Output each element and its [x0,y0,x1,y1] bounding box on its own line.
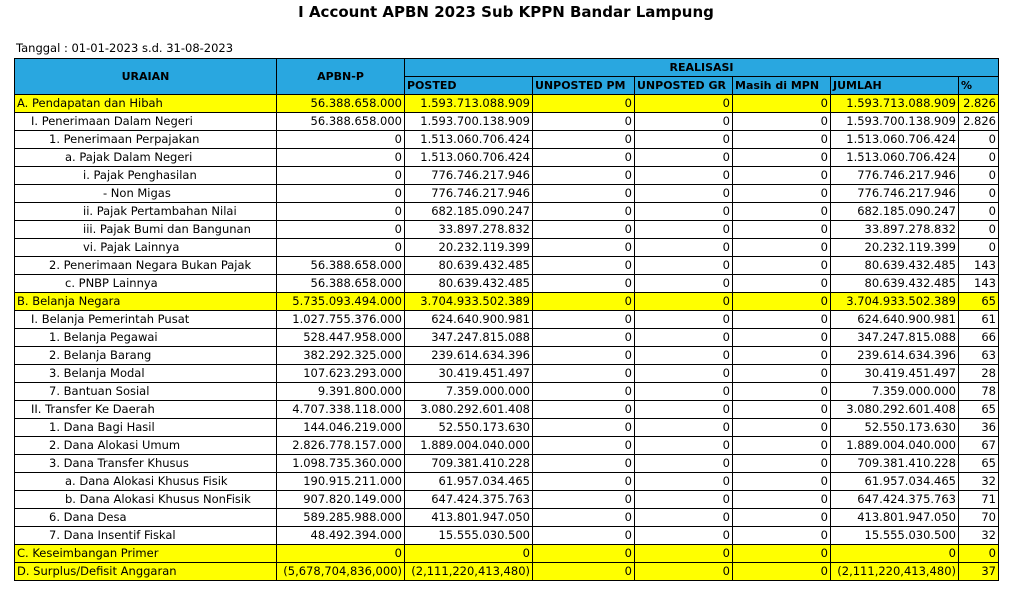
cell-posted: 3.704.933.502.389 [405,293,533,311]
cell-jumlah: 682.185.090.247 [831,203,959,221]
cell-unposted-pm: 0 [533,203,635,221]
cell-uraian: ii. Pajak Pertambahan Nilai [15,203,277,221]
cell-unposted-pm: 0 [533,167,635,185]
table-row [15,239,999,257]
cell-jumlah: 52.550.173.630 [831,419,959,437]
cell-apbn: 56.388.658.000 [277,257,405,275]
cell-pct: 71 [959,491,999,509]
cell-pct: 0 [959,185,999,203]
cell-pct: 37 [959,563,999,581]
cell-unposted-gr: 0 [635,275,733,293]
cell-masih-mpn: 0 [733,419,831,437]
date-range: Tanggal : 01-01-2023 s.d. 31-08-2023 [16,41,234,55]
cell-jumlah: 624.640.900.981 [831,311,959,329]
table-row [15,491,999,509]
table-row [15,203,999,221]
cell-posted: 30.419.451.497 [405,365,533,383]
cell-apbn: 1.098.735.360.000 [277,455,405,473]
cell-posted: 3.080.292.601.408 [405,401,533,419]
cell-uraian: 2. Belanja Barang [15,347,277,365]
cell-pct: 0 [959,167,999,185]
cell-uraian: 3. Dana Transfer Khusus [15,455,277,473]
cell-jumlah: 3.704.933.502.389 [831,293,959,311]
cell-unposted-gr: 0 [635,149,733,167]
cell-masih-mpn: 0 [733,257,831,275]
cell-pct: 0 [959,203,999,221]
cell-masih-mpn: 0 [733,149,831,167]
cell-pct: 0 [959,221,999,239]
cell-masih-mpn: 0 [733,527,831,545]
cell-unposted-gr: 0 [635,257,733,275]
table-row [15,149,999,167]
cell-jumlah: 30.419.451.497 [831,365,959,383]
cell-posted: 15.555.030.500 [405,527,533,545]
cell-jumlah: 33.897.278.832 [831,221,959,239]
cell-unposted-pm: 0 [533,455,635,473]
cell-masih-mpn: 0 [733,563,831,581]
cell-jumlah: 1.593.700.138.909 [831,113,959,131]
cell-unposted-pm: 0 [533,563,635,581]
cell-posted: 624.640.900.981 [405,311,533,329]
cell-jumlah: 239.614.634.396 [831,347,959,365]
cell-posted: (2,111,220,413,480) [405,563,533,581]
cell-pct: 32 [959,473,999,491]
apbn-table [14,58,999,581]
cell-masih-mpn: 0 [733,131,831,149]
table-row [15,275,999,293]
cell-unposted-gr: 0 [635,527,733,545]
header-masih-mpn: Masih di MPN [733,77,831,95]
cell-masih-mpn: 0 [733,545,831,563]
table-row [15,329,999,347]
cell-masih-mpn: 0 [733,401,831,419]
cell-jumlah: 0 [831,545,959,563]
table-row [15,563,999,581]
cell-unposted-pm: 0 [533,257,635,275]
cell-apbn: 382.292.325.000 [277,347,405,365]
cell-unposted-pm: 0 [533,437,635,455]
table-row [15,257,999,275]
cell-jumlah: 1.513.060.706.424 [831,131,959,149]
cell-unposted-pm: 0 [533,545,635,563]
header-pct: % [959,77,999,95]
cell-unposted-pm: 0 [533,95,635,113]
cell-apbn: 107.623.293.000 [277,365,405,383]
cell-uraian: I. Penerimaan Dalam Negeri [15,113,277,131]
cell-posted: 1.593.713.088.909 [405,95,533,113]
cell-unposted-gr: 0 [635,113,733,131]
cell-pct: 2.826 [959,113,999,131]
cell-unposted-gr: 0 [635,221,733,239]
cell-pct: 63 [959,347,999,365]
cell-masih-mpn: 0 [733,455,831,473]
cell-posted: 61.957.034.465 [405,473,533,491]
cell-posted: 1.513.060.706.424 [405,131,533,149]
cell-unposted-gr: 0 [635,167,733,185]
cell-apbn: 0 [277,239,405,257]
table-row [15,419,999,437]
header-uraian: URAIAN [15,59,277,95]
cell-apbn: 0 [277,545,405,563]
cell-masih-mpn: 0 [733,383,831,401]
header-realisasi: REALISASI [405,59,999,77]
cell-apbn: 0 [277,149,405,167]
cell-posted: 7.359.000.000 [405,383,533,401]
cell-posted: 1.593.700.138.909 [405,113,533,131]
cell-unposted-pm: 0 [533,311,635,329]
cell-unposted-gr: 0 [635,347,733,365]
cell-apbn: 0 [277,203,405,221]
cell-unposted-gr: 0 [635,401,733,419]
cell-apbn: (5,678,704,836,000) [277,563,405,581]
cell-masih-mpn: 0 [733,347,831,365]
cell-posted: 647.424.375.763 [405,491,533,509]
cell-unposted-gr: 0 [635,545,733,563]
cell-unposted-pm: 0 [533,365,635,383]
cell-pct: 66 [959,329,999,347]
cell-pct: 65 [959,293,999,311]
cell-apbn: 190.915.211.000 [277,473,405,491]
table-row [15,401,999,419]
table-row [15,509,999,527]
cell-pct: 67 [959,437,999,455]
cell-posted: 776.746.217.946 [405,167,533,185]
cell-jumlah: (2,111,220,413,480) [831,563,959,581]
header-unposted-gr: UNPOSTED GR [635,77,733,95]
cell-unposted-gr: 0 [635,365,733,383]
cell-apbn: 907.820.149.000 [277,491,405,509]
cell-posted: 80.639.432.485 [405,275,533,293]
table-row [15,545,999,563]
cell-masih-mpn: 0 [733,275,831,293]
cell-unposted-gr: 0 [635,311,733,329]
cell-pct: 0 [959,239,999,257]
cell-pct: 0 [959,131,999,149]
cell-jumlah: 7.359.000.000 [831,383,959,401]
cell-masih-mpn: 0 [733,293,831,311]
table-row [15,167,999,185]
cell-posted: 0 [405,545,533,563]
cell-pct: 78 [959,383,999,401]
table-row [15,113,999,131]
cell-uraian: 7. Bantuan Sosial [15,383,277,401]
header-apbn: APBN-P [277,59,405,95]
cell-unposted-pm: 0 [533,509,635,527]
cell-masih-mpn: 0 [733,113,831,131]
cell-unposted-gr: 0 [635,563,733,581]
cell-unposted-pm: 0 [533,329,635,347]
cell-pct: 36 [959,419,999,437]
cell-masih-mpn: 0 [733,473,831,491]
cell-apbn: 5.735.093.494.000 [277,293,405,311]
cell-jumlah: 1.593.713.088.909 [831,95,959,113]
cell-pct: 143 [959,275,999,293]
cell-unposted-gr: 0 [635,329,733,347]
cell-jumlah: 80.639.432.485 [831,257,959,275]
cell-unposted-gr: 0 [635,131,733,149]
cell-jumlah: 20.232.119.399 [831,239,959,257]
cell-unposted-gr: 0 [635,509,733,527]
table-row [15,185,999,203]
cell-unposted-gr: 0 [635,239,733,257]
cell-uraian: II. Transfer Ke Daerah [15,401,277,419]
cell-pct: 0 [959,545,999,563]
cell-uraian: 1. Belanja Pegawai [15,329,277,347]
cell-unposted-pm: 0 [533,113,635,131]
cell-uraian: i. Pajak Penghasilan [15,167,277,185]
cell-apbn: 0 [277,221,405,239]
cell-pct: 0 [959,149,999,167]
cell-unposted-gr: 0 [635,419,733,437]
cell-posted: 682.185.090.247 [405,203,533,221]
cell-apbn: 0 [277,185,405,203]
table-row [15,311,999,329]
cell-jumlah: 80.639.432.485 [831,275,959,293]
cell-masih-mpn: 0 [733,167,831,185]
cell-uraian: B. Belanja Negara [15,293,277,311]
cell-apbn: 4.707.338.118.000 [277,401,405,419]
cell-posted: 80.639.432.485 [405,257,533,275]
cell-masih-mpn: 0 [733,239,831,257]
cell-posted: 20.232.119.399 [405,239,533,257]
cell-pct: 61 [959,311,999,329]
cell-uraian: b. Dana Alokasi Khusus NonFisik [15,491,277,509]
cell-unposted-pm: 0 [533,419,635,437]
cell-unposted-pm: 0 [533,131,635,149]
cell-jumlah: 709.381.410.228 [831,455,959,473]
cell-jumlah: 776.746.217.946 [831,185,959,203]
cell-unposted-pm: 0 [533,293,635,311]
cell-pct: 65 [959,401,999,419]
cell-jumlah: 347.247.815.088 [831,329,959,347]
cell-posted: 347.247.815.088 [405,329,533,347]
cell-apbn: 56.388.658.000 [277,95,405,113]
cell-jumlah: 413.801.947.050 [831,509,959,527]
cell-uraian: a. Dana Alokasi Khusus Fisik [15,473,277,491]
table-row [15,473,999,491]
cell-unposted-gr: 0 [635,95,733,113]
cell-apbn: 589.285.988.000 [277,509,405,527]
cell-masih-mpn: 0 [733,365,831,383]
cell-jumlah: 776.746.217.946 [831,167,959,185]
cell-masih-mpn: 0 [733,509,831,527]
cell-pct: 65 [959,455,999,473]
cell-jumlah: 15.555.030.500 [831,527,959,545]
table-row [15,455,999,473]
cell-apbn: 528.447.958.000 [277,329,405,347]
header-posted: POSTED [405,77,533,95]
cell-uraian: 6. Dana Desa [15,509,277,527]
cell-pct: 70 [959,509,999,527]
cell-uraian: - Non Migas [15,185,277,203]
cell-uraian: iii. Pajak Bumi dan Bangunan [15,221,277,239]
cell-jumlah: 3.080.292.601.408 [831,401,959,419]
cell-unposted-pm: 0 [533,185,635,203]
cell-uraian: a. Pajak Dalam Negeri [15,149,277,167]
cell-uraian: 2. Dana Alokasi Umum [15,437,277,455]
cell-posted: 776.746.217.946 [405,185,533,203]
cell-unposted-pm: 0 [533,383,635,401]
cell-pct: 143 [959,257,999,275]
cell-pct: 2.826 [959,95,999,113]
cell-pct: 28 [959,365,999,383]
cell-unposted-pm: 0 [533,239,635,257]
cell-uraian: 7. Dana Insentif Fiskal [15,527,277,545]
cell-uraian: vi. Pajak Lainnya [15,239,277,257]
cell-uraian: D. Surplus/Defisit Anggaran [15,563,277,581]
cell-unposted-gr: 0 [635,437,733,455]
header-jumlah: JUMLAH [831,77,959,95]
cell-unposted-pm: 0 [533,491,635,509]
cell-posted: 1.513.060.706.424 [405,149,533,167]
cell-masih-mpn: 0 [733,437,831,455]
table-row [15,221,999,239]
cell-unposted-gr: 0 [635,185,733,203]
table-row [15,131,999,149]
cell-apbn: 56.388.658.000 [277,113,405,131]
report-title: I Account APBN 2023 Sub KPPN Bandar Lampung [298,3,714,21]
cell-masih-mpn: 0 [733,491,831,509]
table-row [15,365,999,383]
cell-posted: 1.889.004.040.000 [405,437,533,455]
cell-posted: 413.801.947.050 [405,509,533,527]
table-row [15,293,999,311]
cell-masih-mpn: 0 [733,329,831,347]
cell-apbn: 56.388.658.000 [277,275,405,293]
cell-apbn: 144.046.219.000 [277,419,405,437]
cell-unposted-gr: 0 [635,491,733,509]
cell-uraian: 3. Belanja Modal [15,365,277,383]
cell-jumlah: 1.889.004.040.000 [831,437,959,455]
table-row [15,383,999,401]
cell-apbn: 48.492.394.000 [277,527,405,545]
cell-unposted-pm: 0 [533,149,635,167]
cell-unposted-pm: 0 [533,527,635,545]
cell-jumlah: 61.957.034.465 [831,473,959,491]
cell-masih-mpn: 0 [733,203,831,221]
cell-posted: 239.614.634.396 [405,347,533,365]
cell-unposted-gr: 0 [635,293,733,311]
cell-apbn: 2.826.778.157.000 [277,437,405,455]
table-row [15,527,999,545]
table-row [15,437,999,455]
cell-unposted-gr: 0 [635,473,733,491]
table-row [15,347,999,365]
cell-unposted-pm: 0 [533,221,635,239]
cell-unposted-gr: 0 [635,455,733,473]
cell-unposted-pm: 0 [533,401,635,419]
cell-unposted-pm: 0 [533,275,635,293]
cell-uraian: c. PNBP Lainnya [15,275,277,293]
cell-unposted-gr: 0 [635,383,733,401]
cell-apbn: 1.027.755.376.000 [277,311,405,329]
table-row [15,95,999,113]
cell-masih-mpn: 0 [733,95,831,113]
cell-pct: 32 [959,527,999,545]
cell-jumlah: 647.424.375.763 [831,491,959,509]
cell-unposted-gr: 0 [635,203,733,221]
cell-posted: 33.897.278.832 [405,221,533,239]
cell-apbn: 0 [277,131,405,149]
header-unposted-pm: UNPOSTED PM [533,77,635,95]
cell-masih-mpn: 0 [733,221,831,239]
cell-posted: 52.550.173.630 [405,419,533,437]
cell-apbn: 9.391.800.000 [277,383,405,401]
cell-apbn: 0 [277,167,405,185]
cell-uraian: A. Pendapatan dan Hibah [15,95,277,113]
cell-uraian: 1. Dana Bagi Hasil [15,419,277,437]
cell-unposted-pm: 0 [533,473,635,491]
cell-masih-mpn: 0 [733,311,831,329]
cell-posted: 709.381.410.228 [405,455,533,473]
cell-jumlah: 1.513.060.706.424 [831,149,959,167]
cell-unposted-pm: 0 [533,347,635,365]
cell-uraian: 2. Penerimaan Negara Bukan Pajak [15,257,277,275]
cell-uraian: I. Belanja Pemerintah Pusat [15,311,277,329]
cell-uraian: C. Keseimbangan Primer [15,545,277,563]
cell-uraian: 1. Penerimaan Perpajakan [15,131,277,149]
cell-masih-mpn: 0 [733,185,831,203]
